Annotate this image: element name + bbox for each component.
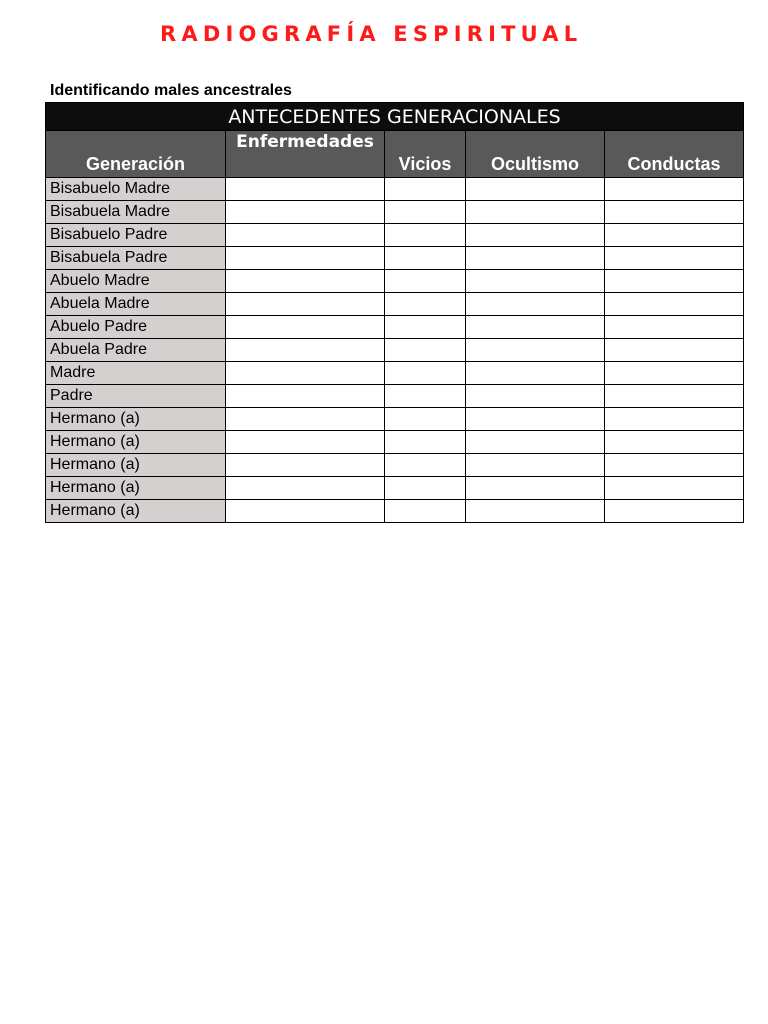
cell-ocultismo[interactable] <box>466 477 605 500</box>
cell-ocultismo[interactable] <box>466 316 605 339</box>
cell-enfermedades[interactable] <box>226 293 385 316</box>
table-row <box>46 454 744 477</box>
table-header-row <box>46 131 744 178</box>
column-header-enfermedades: Enfermedades <box>226 131 385 178</box>
table-row <box>46 431 744 454</box>
table-row <box>46 224 744 247</box>
column-header-conductas: Conductas <box>605 131 744 178</box>
cell-vicios[interactable] <box>385 270 466 293</box>
cell-conductas[interactable] <box>605 224 744 247</box>
table-row <box>46 500 744 523</box>
table-banner-row <box>46 103 744 131</box>
row-label-generacion: Madre <box>46 362 226 385</box>
table-row <box>46 178 744 201</box>
cell-vicios[interactable] <box>385 316 466 339</box>
cell-enfermedades[interactable] <box>226 270 385 293</box>
table-row <box>46 385 744 408</box>
cell-ocultismo[interactable] <box>466 247 605 270</box>
cell-vicios[interactable] <box>385 500 466 523</box>
cell-vicios[interactable] <box>385 293 466 316</box>
table-row <box>46 408 744 431</box>
cell-vicios[interactable] <box>385 178 466 201</box>
cell-ocultismo[interactable] <box>466 339 605 362</box>
table-row <box>46 316 744 339</box>
cell-ocultismo[interactable] <box>466 454 605 477</box>
table-body <box>46 178 744 523</box>
row-label-generacion: Bisabuelo Padre <box>46 224 226 247</box>
cell-enfermedades[interactable] <box>226 500 385 523</box>
row-label-generacion: Bisabuela Padre <box>46 247 226 270</box>
cell-enfermedades[interactable] <box>226 477 385 500</box>
cell-enfermedades[interactable] <box>226 178 385 201</box>
cell-conductas[interactable] <box>605 385 744 408</box>
generational-table <box>45 102 744 523</box>
cell-ocultismo[interactable] <box>466 431 605 454</box>
row-label-generacion: Abuelo Madre <box>46 270 226 293</box>
cell-ocultismo[interactable] <box>466 362 605 385</box>
cell-ocultismo[interactable] <box>466 270 605 293</box>
cell-conductas[interactable] <box>605 247 744 270</box>
row-label-generacion: Hermano (a) <box>46 477 226 500</box>
cell-conductas[interactable] <box>605 454 744 477</box>
cell-enfermedades[interactable] <box>226 362 385 385</box>
table-row <box>46 270 744 293</box>
cell-conductas[interactable] <box>605 500 744 523</box>
cell-conductas[interactable] <box>605 408 744 431</box>
cell-vicios[interactable] <box>385 477 466 500</box>
cell-ocultismo[interactable] <box>466 500 605 523</box>
table-row <box>46 339 744 362</box>
cell-enfermedades[interactable] <box>226 224 385 247</box>
column-header-generacion: Generación <box>46 131 226 178</box>
table-banner: ANTECEDENTES GENERACIONALES <box>46 103 744 131</box>
document-title: RADIOGRAFÍA ESPIRITUAL <box>160 22 583 46</box>
row-label-generacion: Bisabuela Madre <box>46 201 226 224</box>
cell-conductas[interactable] <box>605 431 744 454</box>
cell-vicios[interactable] <box>385 408 466 431</box>
cell-vicios[interactable] <box>385 385 466 408</box>
table-row <box>46 362 744 385</box>
table-row <box>46 293 744 316</box>
cell-enfermedades[interactable] <box>226 339 385 362</box>
cell-enfermedades[interactable] <box>226 316 385 339</box>
cell-vicios[interactable] <box>385 431 466 454</box>
table-row <box>46 477 744 500</box>
cell-vicios[interactable] <box>385 247 466 270</box>
cell-conductas[interactable] <box>605 201 744 224</box>
cell-vicios[interactable] <box>385 201 466 224</box>
cell-conductas[interactable] <box>605 293 744 316</box>
row-label-generacion: Padre <box>46 385 226 408</box>
row-label-generacion: Hermano (a) <box>46 431 226 454</box>
cell-conductas[interactable] <box>605 316 744 339</box>
cell-conductas[interactable] <box>605 362 744 385</box>
cell-conductas[interactable] <box>605 477 744 500</box>
document-subtitle: Identificando males ancestrales <box>50 82 292 99</box>
row-label-generacion: Bisabuelo Madre <box>46 178 226 201</box>
row-label-generacion: Abuelo Padre <box>46 316 226 339</box>
row-label-generacion: Hermano (a) <box>46 500 226 523</box>
row-label-generacion: Abuela Padre <box>46 339 226 362</box>
cell-ocultismo[interactable] <box>466 201 605 224</box>
cell-ocultismo[interactable] <box>466 385 605 408</box>
cell-ocultismo[interactable] <box>466 224 605 247</box>
cell-enfermedades[interactable] <box>226 454 385 477</box>
cell-ocultismo[interactable] <box>466 178 605 201</box>
cell-vicios[interactable] <box>385 224 466 247</box>
cell-enfermedades[interactable] <box>226 431 385 454</box>
cell-vicios[interactable] <box>385 339 466 362</box>
cell-conductas[interactable] <box>605 270 744 293</box>
row-label-generacion: Abuela Madre <box>46 293 226 316</box>
cell-enfermedades[interactable] <box>226 247 385 270</box>
table-row <box>46 201 744 224</box>
cell-ocultismo[interactable] <box>466 408 605 431</box>
row-label-generacion: Hermano (a) <box>46 454 226 477</box>
cell-enfermedades[interactable] <box>226 408 385 431</box>
cell-conductas[interactable] <box>605 339 744 362</box>
cell-enfermedades[interactable] <box>226 201 385 224</box>
column-header-vicios: Vicios <box>385 131 466 178</box>
cell-enfermedades[interactable] <box>226 385 385 408</box>
row-label-generacion: Hermano (a) <box>46 408 226 431</box>
cell-ocultismo[interactable] <box>466 293 605 316</box>
table-row <box>46 247 744 270</box>
cell-conductas[interactable] <box>605 178 744 201</box>
cell-vicios[interactable] <box>385 362 466 385</box>
cell-vicios[interactable] <box>385 454 466 477</box>
column-header-ocultismo: Ocultismo <box>466 131 605 178</box>
